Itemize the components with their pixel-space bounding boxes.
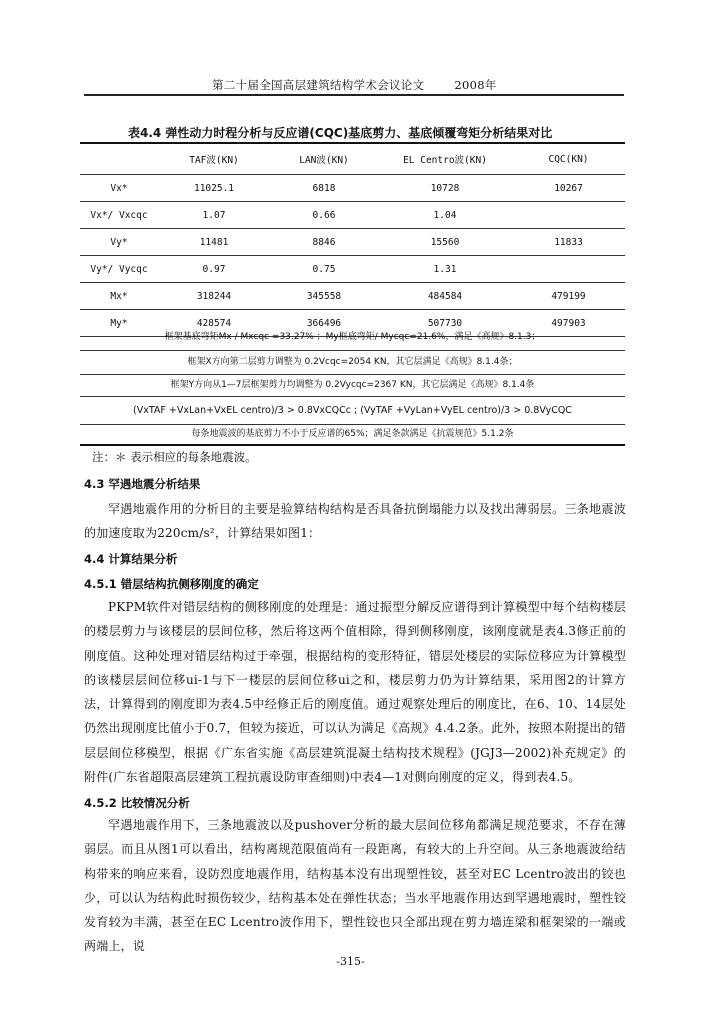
- table-cell: 1.07: [158, 202, 270, 229]
- row-label: Vy*/ Vycqc: [80, 256, 158, 283]
- table-row: [80, 202, 625, 229]
- table-cell: 11481: [158, 229, 270, 256]
- table-cell: 0.66: [270, 202, 378, 229]
- table-cell: 10728: [378, 175, 512, 202]
- table-cell: 11025.1: [158, 175, 270, 202]
- section-heading-4-4: 4.4 计算结果分析: [84, 552, 178, 566]
- table-cell: 479199: [512, 283, 625, 310]
- table-cell: 318244: [158, 283, 270, 310]
- table-header-cell: EL Centro波(KN): [378, 143, 512, 175]
- table-cell: 1.04: [378, 202, 512, 229]
- table-cell: 0.97: [158, 256, 270, 283]
- table-cell: 428574: [158, 310, 270, 337]
- table-cell: [512, 202, 625, 229]
- table-cell: 10267: [512, 175, 625, 202]
- section-heading-4-5-2: 4.5.2 比较情况分析: [84, 796, 190, 810]
- table-footnote: 注：＊ 表示相应的每条地震波。: [92, 450, 257, 464]
- table-cell: 345558: [270, 283, 378, 310]
- table-cell: 6818: [270, 175, 378, 202]
- table-notes: [80, 325, 625, 446]
- header-rule: [84, 94, 624, 96]
- table-note: 框架X方向第二层剪力调整为 0.2Vcqc=2054 KN，其它层满足《高规》8.1.4条；: [80, 351, 625, 375]
- table-header-cell: CQC(KN): [512, 143, 625, 175]
- row-label: My*: [80, 310, 158, 337]
- row-label: Vx*/ Vxcqc: [80, 202, 158, 229]
- row-label: Vy*: [80, 229, 158, 256]
- table-cell: 15560: [378, 229, 512, 256]
- table-row: [80, 175, 625, 202]
- table-note: 框架基底弯矩Mx / Mxcqc =33.27% ；My框底弯矩/ Mycqc=21.6%，满足《高规》8.1.3；: [80, 325, 625, 351]
- table-caption: 表4.4 弹性动力时程分析与反应谱(CQC)基底剪力、基底倾覆弯矩分析结果对比: [128, 126, 553, 140]
- table-row: [80, 256, 625, 283]
- table-cell: 1.31: [378, 256, 512, 283]
- table-note: 每条地震波的基底剪力不小于反应谱的65%；满足条款满足《抗震规范》5.1.2条: [80, 425, 625, 446]
- page-number: -315-: [336, 955, 365, 968]
- table-cell: 0.75: [270, 256, 378, 283]
- table-cell: [512, 256, 625, 283]
- row-label: Mx*: [80, 283, 158, 310]
- row-label: Vx*: [80, 175, 158, 202]
- results-table: [80, 142, 625, 337]
- header-year: 2008年: [454, 78, 497, 92]
- section-heading-4-5-1: 4.5.1 错层结构抗侧移刚度的确定: [84, 577, 259, 591]
- conference-title: 第二十届全国高层建筑结构学术会议论文: [212, 78, 425, 92]
- table-note: 框架Y方向从1—7层框架剪力均调整为 0.2Vycqc=2367 KN，其它层满足《高规》8.1.4条: [80, 375, 625, 397]
- table-cell: 497903: [512, 310, 625, 337]
- section-heading-4-3: 4.3 罕遇地震分析结果: [84, 477, 201, 491]
- table-cell: 8846: [270, 229, 378, 256]
- table-note-formula: (VxTAF +VxLan+VxEL centro)/3 > 0.8VxCQCc ; (VyTAF +VyLan+VyEL centro)/3 > 0.8VyCQC: [80, 397, 625, 425]
- table-cell: 11833: [512, 229, 625, 256]
- paragraph-4-5-2: 罕遇地震作用下，三条地震波以及pushover分析的最大层间位移角都满足规范要求，不存在薄弱层。而且从图1可以看出，结构离规范限值尚有一段距离，有较大的上升空间。从三条地震波给结构带来的响应来看，设防烈度地震作用，结构基本没有出现塑性铰，甚至对EC Lcentro波出的铰也少，可以认为结构此时损伤较少，结构基本处在弹性状态；当水平地震作用达到罕遇地震时，塑性铰发育较为丰满，甚至在EC Lcentro波作用下，塑性铰也只全部出现在剪力墙连梁和框架梁的一端或两端上，说: [84, 818, 626, 954]
- table-cell: 366496: [270, 310, 378, 337]
- paragraph-4-5-1: PKPM软件对错层结构的侧移刚度的处理是：通过振型分解反应谱得到计算模型中每个结构楼层的楼层剪力与该楼层的层间位移，然后将这两个值相除，得到侧移刚度，该刚度就是表4.3修正前的刚度值。这种处理对错层结构过于牵强，根据结构的变形特征，错层处楼层的实际位移应为计算模型的该楼层层间位移ui-1与下一楼层的层间位移ui之和，楼层剪力仍为计算结果，采用图2的计算方法，计算得到的刚度即为表4.5中经修正后的刚度值。通过观察处理后的刚度比，在6、10、14层处仍然出现刚度比值小于0.7，但较为接近，可以认为满足《高规》4.4.2条。此外，按照本附提出的错层层间位移模型，根据《广东省实施《高层建筑混凝土结构技术规程》(JGJ3—2002)补充规定》的附件(广东省超限高层建筑工程抗震设防审查细则)中表4—1对侧向刚度的定义，得到表4.5。: [84, 600, 626, 785]
- table-header-cell: TAF波(KN): [158, 143, 270, 175]
- table-row: [80, 283, 625, 310]
- running-header: [212, 77, 497, 93]
- table-row: [80, 229, 625, 256]
- table-header-cell: LAN波(KN): [270, 143, 378, 175]
- table-cell: 484584: [378, 283, 512, 310]
- paragraph-4-3: 罕遇地震作用的分析目的主要是验算结构结构是否具备抗倒塌能力以及找出薄弱层。三条地震波的加速度取为220cm/s²，计算结果如图1：: [84, 502, 626, 541]
- table-cell: 507730: [378, 310, 512, 337]
- table-header-row: [80, 143, 625, 175]
- table-header-cell: [80, 143, 158, 175]
